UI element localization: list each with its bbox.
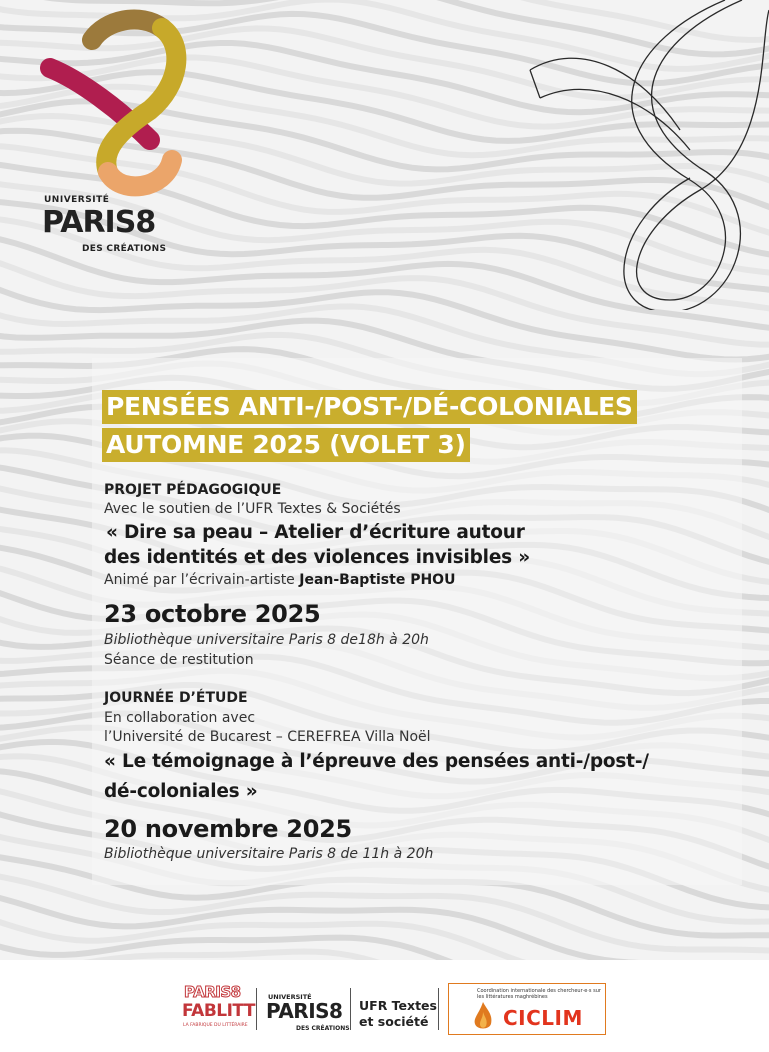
project-date: 23 octobre 2025 xyxy=(104,600,321,628)
footer-separator-3 xyxy=(438,988,439,1030)
wave-stripe xyxy=(0,952,769,961)
footer-universite-text: UNIVERSITÉ xyxy=(268,993,312,1001)
study-day-label: JOURNÉE D’ÉTUDE xyxy=(104,690,248,706)
ciclim-description: Coordination internationale des chercheur·e·s sur les littératures maghrébines xyxy=(477,988,601,1000)
footer-separator-1 xyxy=(256,988,257,1030)
ciclim-flame-icon xyxy=(471,1002,495,1032)
footer-paris-text: PARIS8 xyxy=(266,999,343,1023)
outline-eight-graphic xyxy=(520,0,769,310)
project-label: PROJET PÉDAGOGIQUE xyxy=(104,482,282,498)
study-day-title-line-1: « Le témoignage à l’épreuve des pensées anti-/post-/ xyxy=(104,751,649,772)
wave-stripe xyxy=(0,916,769,960)
study-day-collab-1: En collaboration avec xyxy=(104,710,256,726)
ufr-line-1: UFR Textes xyxy=(359,998,437,1013)
ufr-line-2: et société xyxy=(359,1014,429,1029)
fablitt-sub-text: LA FABRIQUE DU LITTÉRAIRE xyxy=(183,1023,248,1028)
footer-separator-2 xyxy=(350,988,351,1030)
paris8-eight-icon xyxy=(0,0,220,200)
study-day-title-line-2: dé-coloniales » xyxy=(104,781,258,802)
ciclim-logo xyxy=(448,983,606,1035)
workshop-title-line-1: « Dire sa peau – Atelier d’écriture autour xyxy=(106,522,525,543)
animated-prefix: Animé par l’écrivain-artiste xyxy=(104,572,300,588)
study-day-collab-2: l’Université de Bucarest – CEREFREA Villa Noël xyxy=(104,729,431,745)
project-support: Avec le soutien de l’UFR Textes & Sociétés xyxy=(104,501,401,517)
fablitt-logo xyxy=(178,983,256,1035)
logo-des-creations-text: DES CRÉATIONS xyxy=(82,244,167,254)
fablitt-top-text: PARIS8 xyxy=(184,983,241,1001)
workshop-title-line-2: des identités et des violences invisibles » xyxy=(104,547,530,568)
project-session: Séance de restitution xyxy=(104,652,254,668)
animated-by xyxy=(104,572,455,588)
study-day-place: Bibliothèque universitaire Paris 8 de 11h à 20h xyxy=(104,846,434,862)
ciclim-name: CICLIM xyxy=(503,1006,583,1030)
title-line-1: PENSÉES ANTI-/POST-/DÉ-COLONIALES xyxy=(102,390,637,424)
footer-des-creations-text: DES CRÉATIONS xyxy=(296,1025,350,1032)
study-day-date: 20 novembre 2025 xyxy=(104,815,352,843)
paris8-logo xyxy=(0,0,220,270)
logo-paris-text: PARIS8 xyxy=(42,205,156,240)
project-place: Bibliothèque universitaire Paris 8 de18h à 20h xyxy=(104,632,429,648)
logo-universite-text: UNIVERSITÉ xyxy=(44,195,110,205)
fablitt-name-text: FABLITT xyxy=(182,1001,256,1021)
animated-name: Jean-Baptiste PHOU xyxy=(299,572,456,588)
title-line-2: AUTOMNE 2025 (VOLET 3) xyxy=(102,428,470,462)
footer-ufr-logo xyxy=(359,998,437,1030)
